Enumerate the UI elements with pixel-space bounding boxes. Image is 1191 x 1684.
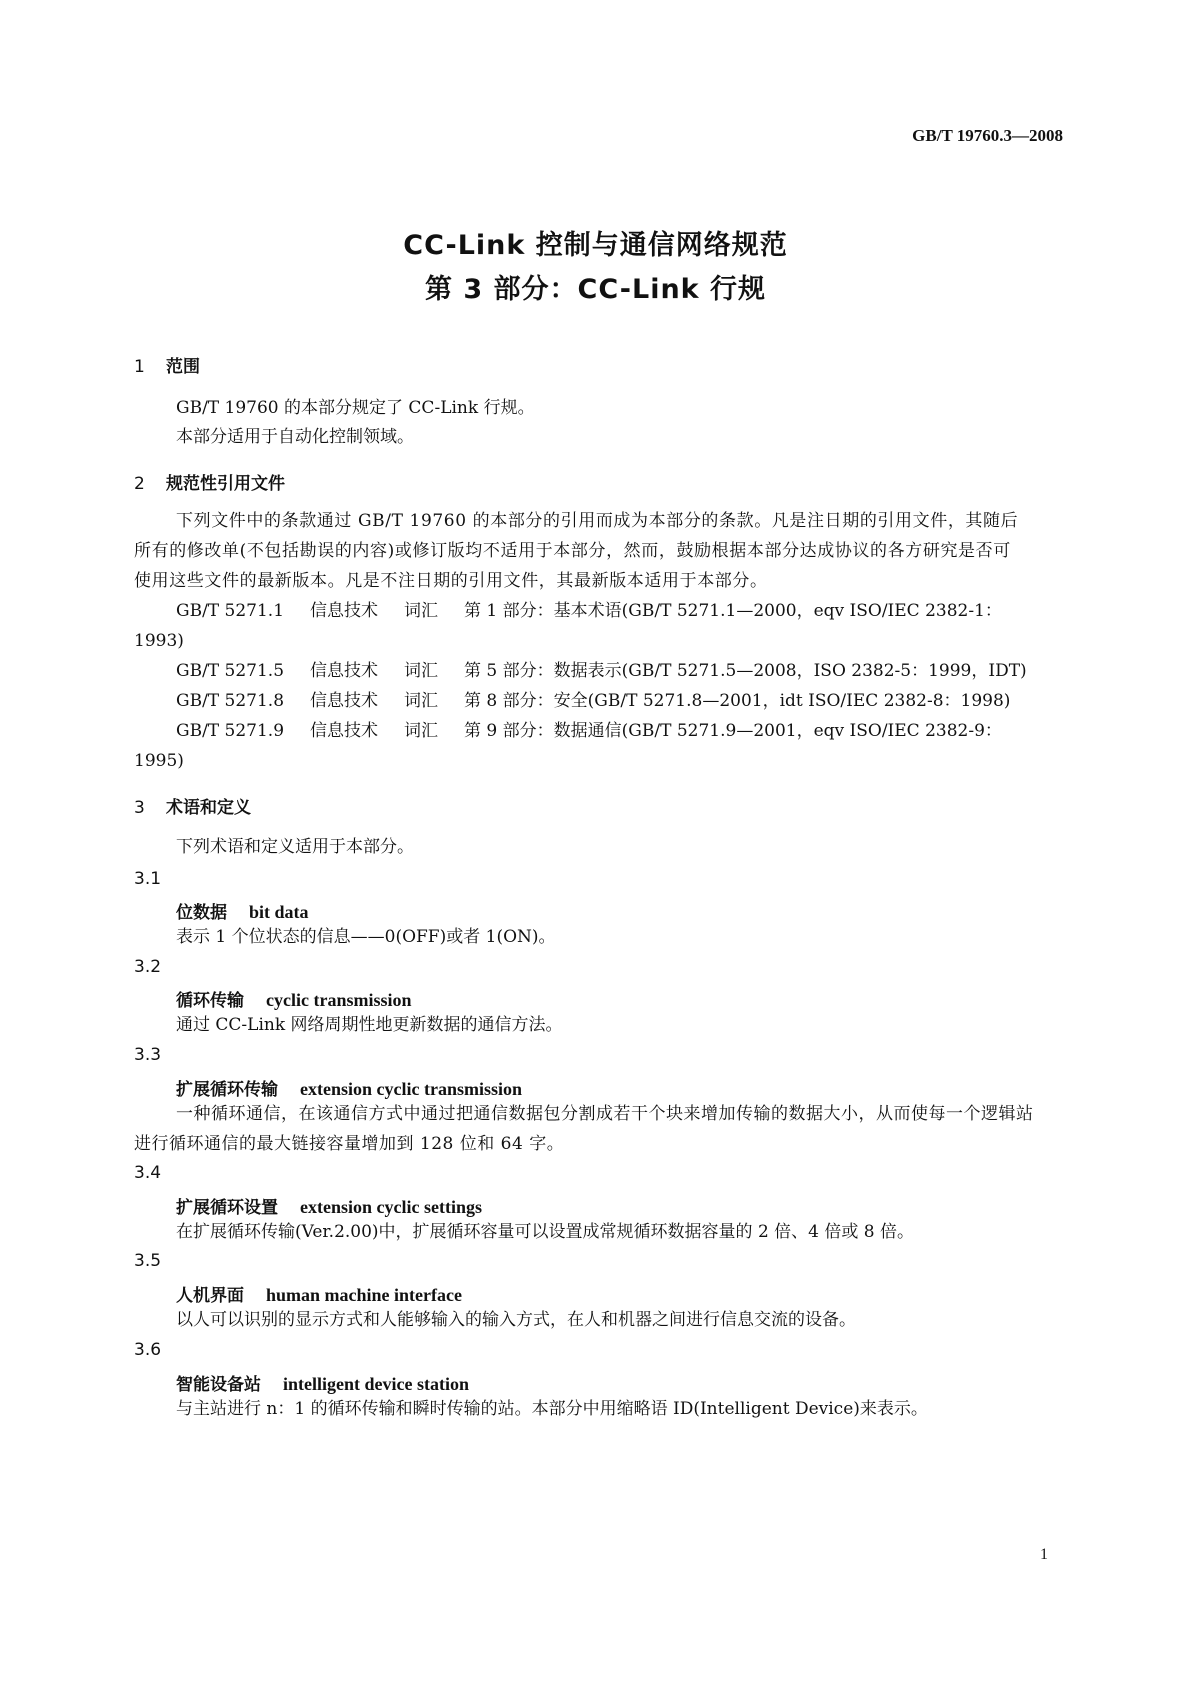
term-number: 3.6 — [134, 1340, 162, 1360]
term-number: 3.3 — [134, 1045, 162, 1065]
term-en: extension cyclic transmission — [300, 1079, 522, 1099]
section-2-heading — [134, 469, 285, 494]
term-zh: 智能设备站 — [176, 1375, 261, 1395]
term-zh: 位数据 — [176, 903, 227, 923]
section-number: 1 — [134, 357, 145, 377]
term-heading — [176, 1370, 469, 1395]
term-definition: 通过 CC-Link 网络周期性地更新数据的通信方法。 — [176, 1015, 563, 1035]
term-zh: 扩展循环设置 — [176, 1198, 278, 1218]
term-en: extension cyclic settings — [300, 1197, 482, 1217]
term-en: intelligent device station — [283, 1374, 469, 1394]
ref-rest: 第 1 部分：基本术语(GB/T 5271.1—2000，eqv ISO/IEC 2382-1：1993) — [134, 601, 1002, 651]
term-heading — [176, 1193, 482, 1218]
reference-item — [134, 716, 1034, 776]
term-zh: 循环传输 — [176, 991, 244, 1011]
ref-field: 信息技术 — [310, 691, 379, 711]
ref-code: GB/T 5271.1 — [176, 601, 285, 621]
term-definition: 一种循环通信，在该通信方式中通过把通信数据包分割成若干个块来增加传输的数据大小，从而使每一个逻辑站进行循环通信的最大链接容量增加到 128 位和 64 字。 — [134, 1104, 1034, 1154]
ref-field: 信息技术 — [310, 661, 379, 681]
paragraph: 下列文件中的条款通过 GB/T 19760 的本部分的引用而成为本部分的条款。凡是注日期的引用文件，其随后所有的修改单(不包括勘误的内容)或修订版均不适用于本部分，然而，鼓励根据本部分达成协议的各方研究是否可使用这些文件的最新版本。凡是不注日期的引用文件，其最新版本适用于本部分。 — [134, 511, 1019, 591]
term-number: 3.4 — [134, 1163, 162, 1183]
document-title-line1: CC-Link 控制与通信网络规范 — [403, 230, 788, 261]
ref-field: 信息技术 — [310, 601, 379, 621]
paragraph: GB/T 19760 的本部分规定了 CC-Link 行规。 — [176, 398, 535, 418]
ref-code: GB/T 5271.9 — [176, 721, 285, 741]
section-1-heading — [134, 352, 200, 377]
term-definition: 表示 1 个位状态的信息——0(OFF)或者 1(ON)。 — [176, 927, 556, 947]
term-heading — [176, 986, 412, 1011]
term-en: bit data — [249, 902, 309, 922]
ref-rest: 第 9 部分：数据通信(GB/T 5271.9—2001，eqv ISO/IEC 2382-9：1995) — [134, 721, 1002, 771]
term-number: 3.2 — [134, 957, 162, 977]
term-en: cyclic transmission — [266, 990, 412, 1010]
section-number: 2 — [134, 474, 145, 494]
ref-rest: 第 5 部分：数据表示(GB/T 5271.5—2008，ISO 2382-5：1999，IDT) — [464, 661, 1027, 681]
ref-vocab: 词汇 — [404, 661, 439, 681]
term-number: 3.5 — [134, 1251, 162, 1271]
ref-rest: 第 8 部分：安全(GB/T 5271.8—2001，idt ISO/IEC 2382-8：1998) — [464, 691, 1011, 711]
section-3-heading — [134, 793, 251, 818]
ref-code: GB/T 5271.5 — [176, 661, 285, 681]
ref-vocab: 词汇 — [404, 601, 439, 621]
term-definition: 与主站进行 n：1 的循环传输和瞬时传输的站。本部分中用缩略语 ID(Intelligent Device)来表示。 — [176, 1399, 928, 1419]
section-title: 术语和定义 — [166, 798, 251, 818]
ref-code: GB/T 5271.8 — [176, 691, 285, 711]
standard-code: GB/T 19760.3—2008 — [912, 126, 1063, 145]
term-heading — [176, 898, 309, 923]
term-definition: 在扩展循环传输(Ver.2.00)中，扩展循环容量可以设置成常规循环数据容量的 2 倍、4 倍或 8 倍。 — [176, 1222, 915, 1242]
reference-item — [134, 656, 1034, 686]
term-heading — [176, 1075, 522, 1100]
term-definition: 以人可以识别的显示方式和人能够输入的输入方式，在人和机器之间进行信息交流的设备。 — [176, 1310, 856, 1330]
ref-vocab: 词汇 — [404, 691, 439, 711]
ref-field: 信息技术 — [310, 721, 379, 741]
reference-item — [134, 686, 1034, 716]
term-heading — [176, 1281, 462, 1306]
document-title-line2: 第 3 部分：CC-Link 行规 — [424, 274, 767, 305]
reference-item — [134, 596, 1034, 656]
ref-vocab: 词汇 — [404, 721, 439, 741]
paragraph: 本部分适用于自动化控制领域。 — [176, 427, 414, 447]
section-number: 3 — [134, 798, 145, 818]
paragraph: 下列术语和定义适用于本部分。 — [176, 837, 414, 857]
page-number: 1 — [1040, 1546, 1048, 1563]
term-number: 3.1 — [134, 869, 162, 889]
term-zh: 人机界面 — [176, 1286, 244, 1306]
section-title: 规范性引用文件 — [166, 474, 285, 494]
term-en: human machine interface — [266, 1285, 462, 1305]
term-zh: 扩展循环传输 — [176, 1080, 278, 1100]
section-title: 范围 — [166, 357, 200, 377]
